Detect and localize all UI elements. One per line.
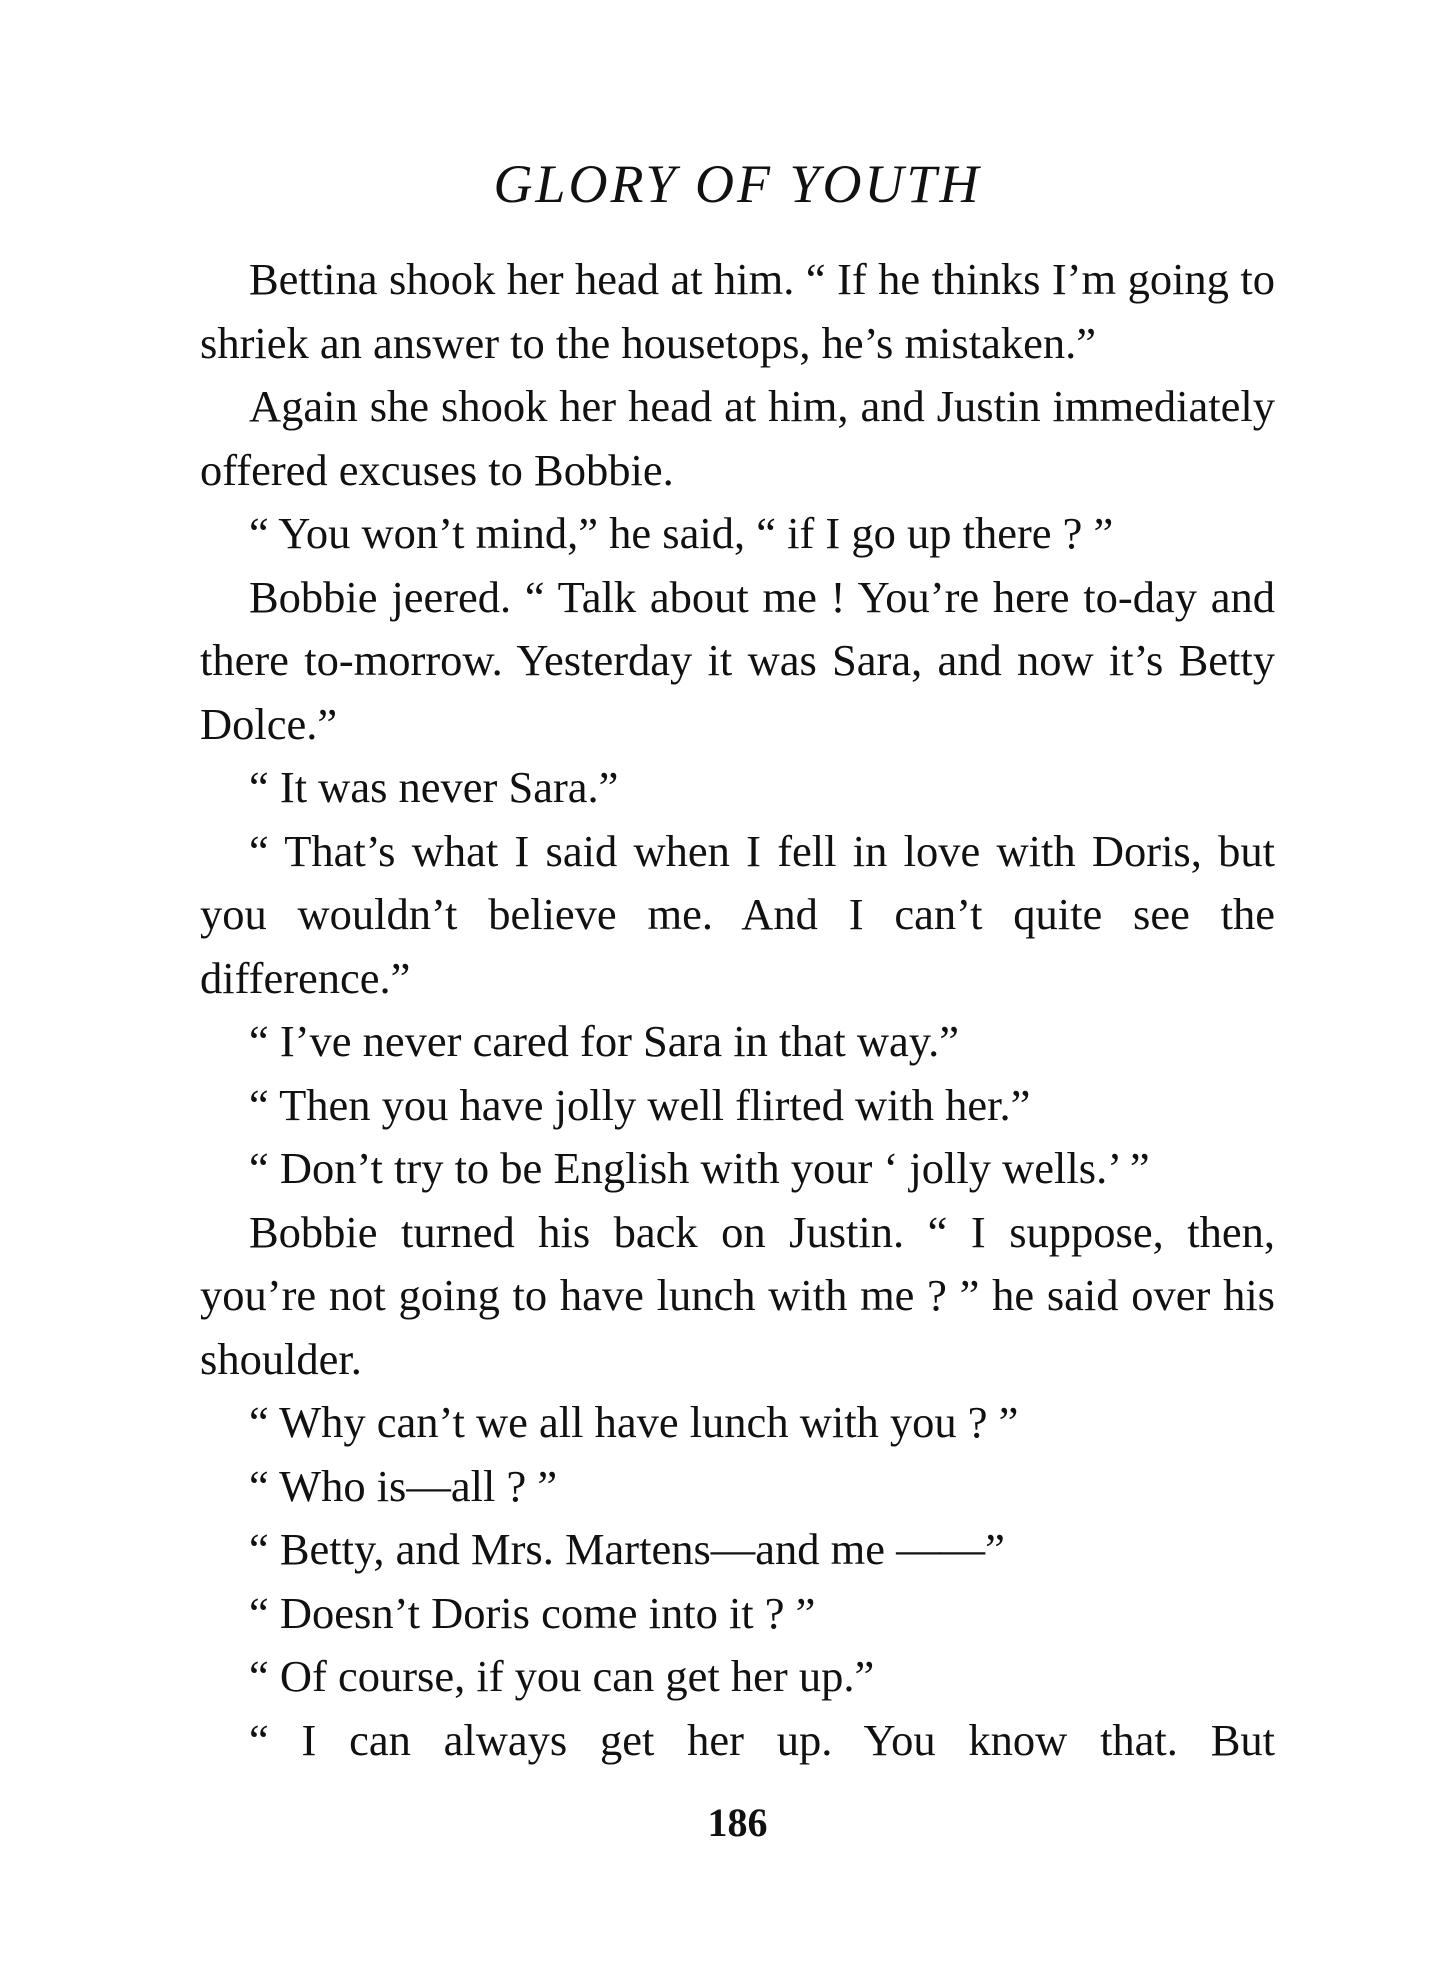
paragraph: “ Then you have jolly well flirted with her.” bbox=[249, 1079, 1031, 1130]
paragraph: Bettina shook her head at him. “ If he thinks I’m going to shriek an answer to the housetops, he’s mistaken.” bbox=[200, 254, 1275, 368]
paragraph: “ Of course, if you can get her up.” bbox=[249, 1651, 875, 1701]
paragraph: “ That’s what I said when I fell in love with Doris, but you wouldn’t believe me. And I can’t quite see the difference.” bbox=[200, 825, 1275, 1003]
paragraph: “ Don’t try to be English with your ‘ jolly wells.’ ” bbox=[249, 1143, 1150, 1193]
paragraph: Again she shook her head at him, and Justin immediately offered excuses to Bobbie. bbox=[200, 381, 1275, 495]
paragraph: “ Doesn’t Doris come into it ? ” bbox=[249, 1587, 816, 1638]
paragraph: Bobbie turned his back on Justin. “ I suppose, then, you’re not going to have lunch with me ? ” he said over his shoulder. bbox=[200, 1206, 1275, 1384]
paragraph: “ Who is—all ? ” bbox=[249, 1460, 558, 1511]
paragraph: Bobbie jeered. “ Talk about me ! You’re here to-day and there to-morrow. Yesterday it was Sara, and now it’s Betty Dolce.” bbox=[200, 571, 1275, 749]
running-title: GLORY OF YOUTH bbox=[493, 154, 982, 214]
page-number: 186 bbox=[707, 1800, 768, 1845]
paragraph: “ You won’t mind,” he said, “ if I go up there ? ” bbox=[249, 508, 1114, 558]
paragraph: “ I can always get her up. You know that. But bbox=[249, 1714, 1275, 1765]
body-text bbox=[200, 248, 1275, 1772]
paragraph: “ I’ve never cared for Sara in that way.” bbox=[249, 1016, 959, 1066]
paragraph: “ Why can’t we all have lunch with you ? ” bbox=[249, 1397, 1019, 1447]
paragraph: “ Betty, and Mrs. Martens—and me ——” bbox=[249, 1524, 1005, 1574]
paragraph: “ It was never Sara.” bbox=[249, 762, 619, 812]
